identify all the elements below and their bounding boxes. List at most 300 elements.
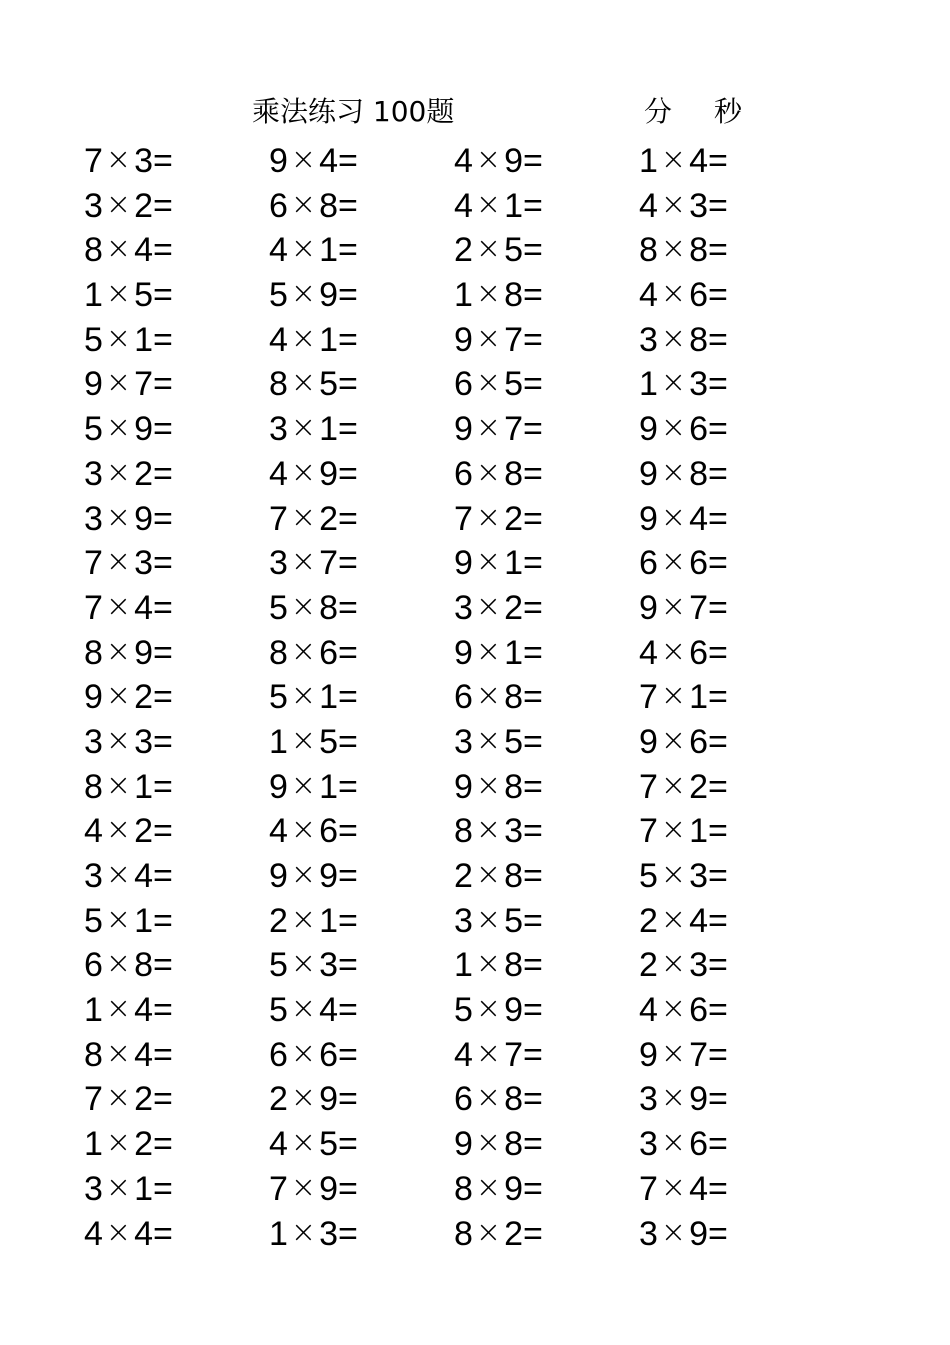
multiplicand: 6 bbox=[454, 1080, 473, 1119]
multiplicand: 3 bbox=[269, 410, 288, 449]
times-sign: × bbox=[105, 991, 132, 1027]
equals-sign: = bbox=[152, 142, 173, 180]
multiplier: 6 bbox=[689, 410, 708, 449]
times-sign: × bbox=[660, 633, 687, 669]
multiplicand: 7 bbox=[269, 1169, 288, 1208]
equals-sign: = bbox=[522, 499, 543, 538]
multiplication-problem bbox=[269, 854, 454, 899]
times-sign: × bbox=[475, 276, 502, 312]
multiplicand: 9 bbox=[269, 142, 288, 180]
multiplier: 3 bbox=[134, 142, 153, 180]
multiplicand: 7 bbox=[269, 499, 288, 538]
multiplier: 7 bbox=[689, 1035, 708, 1074]
multiplicand: 6 bbox=[639, 544, 658, 583]
equals-sign: = bbox=[522, 1169, 543, 1208]
equals-sign: = bbox=[337, 186, 358, 225]
multiplication-problem bbox=[454, 318, 639, 363]
multiplier: 1 bbox=[134, 320, 153, 359]
times-sign: × bbox=[475, 410, 502, 446]
times-sign: × bbox=[475, 365, 502, 401]
multiplication-problem bbox=[454, 139, 639, 184]
multiplication-problem bbox=[454, 1122, 639, 1167]
multiplication-problem bbox=[269, 228, 454, 273]
equals-sign: = bbox=[337, 1125, 358, 1164]
multiplication-problem bbox=[639, 228, 824, 273]
times-sign: × bbox=[290, 678, 317, 714]
times-sign: × bbox=[660, 365, 687, 401]
times-sign: × bbox=[105, 544, 132, 580]
multiplier: 9 bbox=[689, 1080, 708, 1119]
times-sign: × bbox=[290, 812, 317, 848]
multiplier: 4 bbox=[134, 1035, 153, 1074]
times-sign: × bbox=[290, 231, 317, 267]
multiplier: 1 bbox=[319, 231, 338, 270]
multiplicand: 4 bbox=[269, 1125, 288, 1164]
multiplicand: 4 bbox=[639, 633, 658, 672]
times-sign: × bbox=[105, 142, 132, 177]
multiplication-problem bbox=[269, 1122, 454, 1167]
multiplication-problem bbox=[84, 943, 269, 988]
multiplication-problem bbox=[639, 899, 824, 944]
equals-sign: = bbox=[152, 544, 173, 583]
multiplicand: 4 bbox=[269, 231, 288, 270]
multiplier: 1 bbox=[134, 767, 153, 806]
times-sign: × bbox=[660, 1169, 687, 1205]
multiplication-problem bbox=[84, 1212, 269, 1257]
multiplier: 4 bbox=[689, 1169, 708, 1208]
multiplication-problem bbox=[84, 541, 269, 586]
multiplier: 8 bbox=[504, 857, 523, 895]
multiplication-problem bbox=[84, 675, 269, 720]
times-sign: × bbox=[105, 186, 132, 222]
multiplicand: 5 bbox=[269, 276, 288, 315]
multiplication-problem bbox=[269, 273, 454, 318]
multiplicand: 9 bbox=[84, 678, 103, 717]
times-sign: × bbox=[660, 857, 687, 892]
multiplicand: 5 bbox=[84, 410, 103, 449]
equals-sign: = bbox=[707, 1169, 728, 1208]
multiplier: 4 bbox=[319, 142, 338, 180]
times-sign: × bbox=[475, 320, 502, 356]
multiplicand: 9 bbox=[639, 454, 658, 493]
multiplication-problem bbox=[639, 362, 824, 407]
multiplier: 4 bbox=[134, 231, 153, 270]
multiplier: 8 bbox=[319, 588, 338, 627]
multiplier: 9 bbox=[319, 857, 338, 895]
times-sign: × bbox=[105, 767, 132, 803]
equals-sign: = bbox=[522, 812, 543, 851]
multiplier: 6 bbox=[319, 812, 338, 851]
times-sign: × bbox=[475, 633, 502, 669]
multiplication-problem bbox=[84, 631, 269, 676]
equals-sign: = bbox=[707, 142, 728, 180]
times-sign: × bbox=[290, 767, 317, 803]
multiplication-problem bbox=[454, 497, 639, 542]
times-sign: × bbox=[475, 1125, 502, 1161]
multiplicand: 3 bbox=[454, 588, 473, 627]
multiplication-problem bbox=[454, 407, 639, 452]
multiplier: 8 bbox=[134, 946, 153, 985]
multiplicand: 4 bbox=[269, 812, 288, 851]
equals-sign: = bbox=[337, 454, 358, 493]
multiplication-problem bbox=[639, 854, 824, 899]
times-sign: × bbox=[290, 722, 317, 758]
multiplicand: 4 bbox=[454, 1035, 473, 1074]
multiplier: 6 bbox=[319, 1035, 338, 1074]
times-sign: × bbox=[660, 142, 687, 177]
times-sign: × bbox=[660, 186, 687, 222]
multiplicand: 3 bbox=[84, 1169, 103, 1208]
multiplier: 1 bbox=[319, 410, 338, 449]
times-sign: × bbox=[660, 499, 687, 535]
multiplier: 2 bbox=[134, 812, 153, 851]
multiplier: 4 bbox=[689, 142, 708, 180]
multiplier: 8 bbox=[504, 454, 523, 493]
multiplication-problem bbox=[84, 1033, 269, 1078]
multiplication-problem bbox=[269, 452, 454, 497]
multiplier: 4 bbox=[134, 1214, 153, 1253]
times-sign: × bbox=[290, 1035, 317, 1071]
equals-sign: = bbox=[522, 633, 543, 672]
multiplicand: 3 bbox=[454, 901, 473, 940]
multiplicand: 9 bbox=[639, 410, 658, 449]
multiplicand: 6 bbox=[84, 946, 103, 985]
multiplicand: 4 bbox=[639, 991, 658, 1030]
equals-sign: = bbox=[152, 186, 173, 225]
multiplier: 1 bbox=[319, 678, 338, 717]
times-sign: × bbox=[475, 544, 502, 580]
multiplication-problem bbox=[84, 1077, 269, 1122]
multiplier: 8 bbox=[689, 454, 708, 493]
multiplicand: 7 bbox=[84, 588, 103, 627]
multiplier: 3 bbox=[134, 544, 153, 583]
equals-sign: = bbox=[522, 946, 543, 985]
multiplicand: 8 bbox=[84, 231, 103, 270]
multiplicand: 4 bbox=[639, 186, 658, 225]
times-sign: × bbox=[105, 1214, 132, 1250]
multiplicand: 8 bbox=[269, 633, 288, 672]
multiplier: 2 bbox=[134, 1080, 153, 1119]
multiplicand: 8 bbox=[454, 1169, 473, 1208]
multiplier: 6 bbox=[689, 276, 708, 315]
multiplicand: 6 bbox=[454, 678, 473, 717]
multiplication-problem bbox=[269, 988, 454, 1033]
multiplier: 4 bbox=[689, 499, 708, 538]
equals-sign: = bbox=[337, 991, 358, 1030]
multiplier: 3 bbox=[319, 946, 338, 985]
multiplication-problem bbox=[84, 988, 269, 1033]
times-sign: × bbox=[290, 186, 317, 222]
equals-sign: = bbox=[707, 1080, 728, 1119]
equals-sign: = bbox=[337, 1214, 358, 1253]
times-sign: × bbox=[660, 588, 687, 624]
multiplication-problem bbox=[454, 228, 639, 273]
equals-sign: = bbox=[337, 588, 358, 627]
equals-sign: = bbox=[707, 991, 728, 1030]
times-sign: × bbox=[475, 499, 502, 535]
equals-sign: = bbox=[337, 812, 358, 851]
multiplicand: 6 bbox=[269, 186, 288, 225]
multiplier: 4 bbox=[689, 901, 708, 940]
times-sign: × bbox=[475, 1214, 502, 1250]
equals-sign: = bbox=[707, 946, 728, 985]
multiplication-problem bbox=[639, 452, 824, 497]
multiplier: 5 bbox=[504, 231, 523, 270]
multiplication-problem bbox=[454, 988, 639, 1033]
times-sign: × bbox=[660, 1080, 687, 1116]
equals-sign: = bbox=[522, 276, 543, 315]
times-sign: × bbox=[105, 678, 132, 714]
multiplicand: 1 bbox=[454, 276, 473, 315]
multiplier: 1 bbox=[319, 767, 338, 806]
multiplier: 1 bbox=[134, 1169, 153, 1208]
equals-sign: = bbox=[337, 231, 358, 270]
multiplication-problem bbox=[84, 184, 269, 229]
times-sign: × bbox=[290, 1169, 317, 1205]
multiplier: 4 bbox=[134, 991, 153, 1030]
page-title: 乘法练习 100题 bbox=[252, 95, 455, 128]
multiplier: 9 bbox=[134, 499, 153, 538]
multiplicand: 2 bbox=[454, 857, 473, 895]
times-sign: × bbox=[475, 812, 502, 848]
multiplication-problem bbox=[639, 184, 824, 229]
multiplication-problem bbox=[269, 675, 454, 720]
multiplier: 1 bbox=[689, 812, 708, 851]
multiplicand: 9 bbox=[269, 857, 288, 895]
equals-sign: = bbox=[707, 1125, 728, 1164]
equals-sign: = bbox=[152, 410, 173, 449]
multiplier: 9 bbox=[319, 454, 338, 493]
multiplier: 1 bbox=[319, 320, 338, 359]
times-sign: × bbox=[290, 544, 317, 580]
multiplication-problem bbox=[454, 452, 639, 497]
multiplication-problem bbox=[269, 318, 454, 363]
multiplication-problem bbox=[84, 362, 269, 407]
multiplier: 2 bbox=[134, 186, 153, 225]
multiplier: 5 bbox=[504, 365, 523, 404]
multiplication-problem bbox=[639, 273, 824, 318]
multiplication-problem bbox=[639, 1033, 824, 1078]
multiplication-problem bbox=[454, 899, 639, 944]
multiplication-problem bbox=[639, 541, 824, 586]
multiplicand: 5 bbox=[639, 857, 658, 895]
multiplication-problem bbox=[639, 1077, 824, 1122]
multiplicand: 9 bbox=[454, 544, 473, 583]
multiplicand: 7 bbox=[84, 544, 103, 583]
multiplication-problem bbox=[269, 1033, 454, 1078]
times-sign: × bbox=[475, 186, 502, 222]
equals-sign: = bbox=[522, 365, 543, 404]
multiplication-problem bbox=[639, 318, 824, 363]
multiplicand: 7 bbox=[454, 499, 473, 538]
multiplier: 3 bbox=[689, 857, 708, 895]
multiplier: 3 bbox=[504, 812, 523, 851]
multiplier: 6 bbox=[689, 633, 708, 672]
equals-sign: = bbox=[152, 857, 173, 895]
times-sign: × bbox=[660, 946, 687, 982]
multiplier: 2 bbox=[689, 767, 708, 806]
multiplicand: 3 bbox=[84, 186, 103, 225]
multiplier: 1 bbox=[504, 633, 523, 672]
multiplication-problem bbox=[269, 184, 454, 229]
multiplier: 8 bbox=[689, 231, 708, 270]
multiplicand: 9 bbox=[639, 1035, 658, 1074]
problem-grid bbox=[84, 139, 824, 1256]
multiplication-problem bbox=[639, 809, 824, 854]
equals-sign: = bbox=[522, 722, 543, 761]
equals-sign: = bbox=[152, 365, 173, 404]
multiplication-problem bbox=[269, 899, 454, 944]
multiplication-problem bbox=[84, 899, 269, 944]
multiplication-problem bbox=[639, 675, 824, 720]
multiplicand: 5 bbox=[269, 588, 288, 627]
multiplication-problem bbox=[269, 586, 454, 631]
times-sign: × bbox=[290, 365, 317, 401]
multiplicand: 4 bbox=[84, 812, 103, 851]
equals-sign: = bbox=[707, 410, 728, 449]
multiplier: 3 bbox=[134, 722, 153, 761]
equals-sign: = bbox=[337, 410, 358, 449]
multiplier: 9 bbox=[504, 142, 523, 180]
multiplier: 2 bbox=[504, 1214, 523, 1253]
multiplication-problem bbox=[639, 765, 824, 810]
multiplicand: 3 bbox=[84, 499, 103, 538]
equals-sign: = bbox=[337, 276, 358, 315]
times-sign: × bbox=[105, 276, 132, 312]
multiplication-problem bbox=[269, 943, 454, 988]
multiplicand: 1 bbox=[639, 142, 658, 180]
multiplicand: 5 bbox=[269, 678, 288, 717]
equals-sign: = bbox=[707, 454, 728, 493]
times-sign: × bbox=[290, 320, 317, 356]
multiplier: 7 bbox=[319, 544, 338, 583]
multiplier: 5 bbox=[134, 276, 153, 315]
multiplier: 1 bbox=[689, 678, 708, 717]
multiplicand: 7 bbox=[84, 142, 103, 180]
times-sign: × bbox=[290, 1214, 317, 1250]
times-sign: × bbox=[105, 588, 132, 624]
multiplicand: 5 bbox=[269, 991, 288, 1030]
equals-sign: = bbox=[337, 946, 358, 985]
multiplication-problem bbox=[84, 407, 269, 452]
multiplication-problem bbox=[454, 631, 639, 676]
equals-sign: = bbox=[337, 678, 358, 717]
multiplicand: 3 bbox=[639, 320, 658, 359]
multiplicand: 2 bbox=[454, 231, 473, 270]
times-sign: × bbox=[290, 142, 317, 177]
multiplier: 2 bbox=[134, 454, 153, 493]
multiplicand: 4 bbox=[84, 1214, 103, 1253]
times-sign: × bbox=[660, 812, 687, 848]
multiplication-problem bbox=[454, 541, 639, 586]
multiplier: 9 bbox=[319, 276, 338, 315]
multiplicand: 8 bbox=[639, 231, 658, 270]
equals-sign: = bbox=[152, 722, 173, 761]
multiplication-problem bbox=[454, 586, 639, 631]
equals-sign: = bbox=[522, 991, 543, 1030]
equals-sign: = bbox=[337, 857, 358, 895]
multiplication-problem bbox=[639, 988, 824, 1033]
times-sign: × bbox=[105, 1035, 132, 1071]
multiplier: 9 bbox=[319, 1080, 338, 1119]
multiplication-problem bbox=[454, 184, 639, 229]
multiplicand: 8 bbox=[269, 365, 288, 404]
times-sign: × bbox=[290, 633, 317, 669]
multiplication-problem bbox=[269, 1212, 454, 1257]
multiplication-problem bbox=[454, 1167, 639, 1212]
multiplier: 1 bbox=[319, 901, 338, 940]
multiplier: 8 bbox=[319, 186, 338, 225]
multiplicand: 1 bbox=[269, 722, 288, 761]
multiplicand: 1 bbox=[454, 946, 473, 985]
times-sign: × bbox=[105, 320, 132, 356]
times-sign: × bbox=[475, 991, 502, 1027]
times-sign: × bbox=[660, 276, 687, 312]
multiplication-problem bbox=[269, 631, 454, 676]
multiplier: 9 bbox=[504, 991, 523, 1030]
multiplication-problem bbox=[454, 1033, 639, 1078]
multiplicand: 8 bbox=[84, 767, 103, 806]
equals-sign: = bbox=[707, 857, 728, 895]
multiplicand: 7 bbox=[84, 1080, 103, 1119]
times-sign: × bbox=[105, 946, 132, 982]
equals-sign: = bbox=[337, 320, 358, 359]
equals-sign: = bbox=[337, 901, 358, 940]
times-sign: × bbox=[660, 1125, 687, 1161]
multiplication-problem bbox=[454, 362, 639, 407]
multiplicand: 2 bbox=[269, 901, 288, 940]
multiplicand: 9 bbox=[639, 588, 658, 627]
times-sign: × bbox=[105, 901, 132, 937]
times-sign: × bbox=[290, 454, 317, 490]
times-sign: × bbox=[290, 946, 317, 982]
multiplicand: 9 bbox=[84, 365, 103, 404]
equals-sign: = bbox=[152, 901, 173, 940]
multiplication-problem bbox=[84, 273, 269, 318]
multiplicand: 4 bbox=[454, 186, 473, 225]
times-sign: × bbox=[105, 410, 132, 446]
equals-sign: = bbox=[152, 1214, 173, 1253]
equals-sign: = bbox=[707, 186, 728, 225]
multiplication-problem bbox=[454, 273, 639, 318]
times-sign: × bbox=[290, 991, 317, 1027]
multiplicand: 5 bbox=[84, 901, 103, 940]
multiplier: 5 bbox=[504, 901, 523, 940]
equals-sign: = bbox=[707, 276, 728, 315]
multiplicand: 6 bbox=[454, 454, 473, 493]
equals-sign: = bbox=[707, 499, 728, 538]
equals-sign: = bbox=[152, 946, 173, 985]
multiplier: 7 bbox=[689, 588, 708, 627]
multiplicand: 7 bbox=[639, 767, 658, 806]
equals-sign: = bbox=[707, 633, 728, 672]
multiplication-problem bbox=[639, 497, 824, 542]
equals-sign: = bbox=[337, 767, 358, 806]
multiplier: 5 bbox=[319, 722, 338, 761]
multiplicand: 2 bbox=[639, 901, 658, 940]
multiplication-problem bbox=[84, 318, 269, 363]
equals-sign: = bbox=[707, 1035, 728, 1074]
multiplication-problem bbox=[269, 1077, 454, 1122]
multiplier: 8 bbox=[504, 946, 523, 985]
equals-sign: = bbox=[522, 1080, 543, 1119]
times-sign: × bbox=[660, 678, 687, 714]
equals-sign: = bbox=[522, 454, 543, 493]
multiplicand: 7 bbox=[639, 1169, 658, 1208]
equals-sign: = bbox=[337, 142, 358, 180]
times-sign: × bbox=[475, 857, 502, 892]
equals-sign: = bbox=[707, 812, 728, 851]
